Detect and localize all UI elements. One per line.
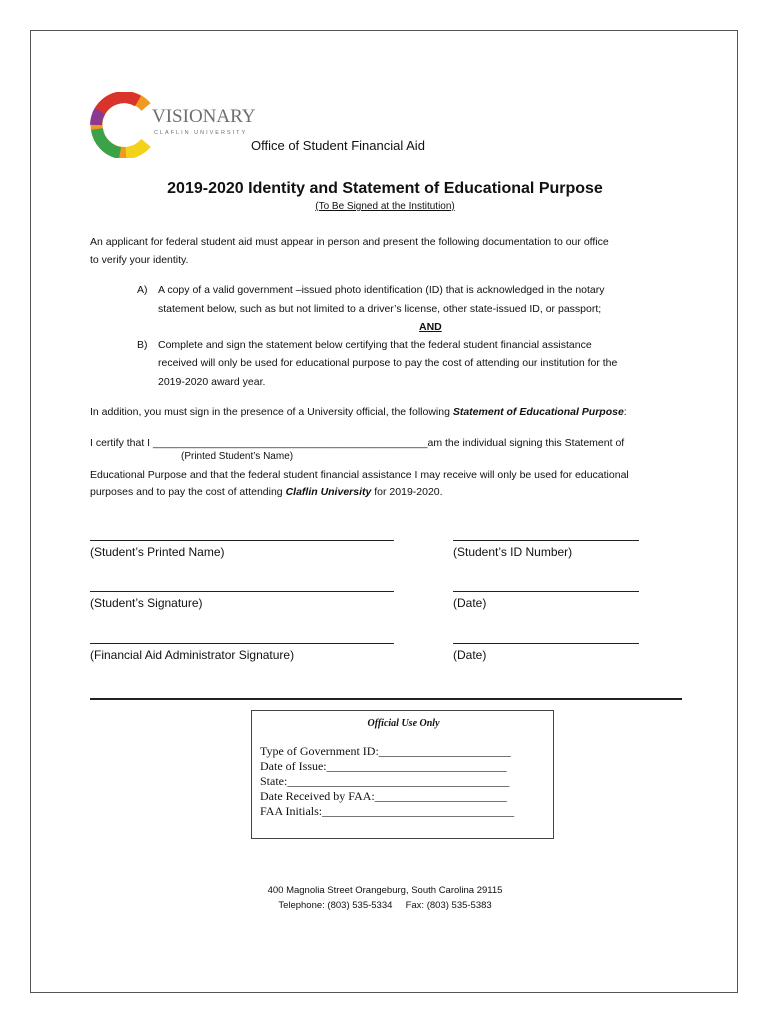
footer-contact: Telephone: (803) 535-5334 Fax: (803) 535-5383	[278, 900, 492, 911]
date-line-2[interactable]	[453, 643, 639, 644]
certify-line-2: Educational Purpose and that the federal student financial assistance I may receive will only be used for educational	[90, 469, 629, 481]
addition-prefix: In addition, you must sign in the presence of a University official, the following	[90, 406, 453, 418]
document-subtitle: (To Be Signed at the Institution)	[315, 201, 455, 212]
svg-text:CLAFLIN UNIVERSITY: CLAFLIN UNIVERSITY	[154, 130, 248, 136]
document-page	[30, 30, 738, 993]
item-b-line-2: received will only be used for educational purpose to pay the cost of attending our institution for the	[158, 357, 618, 369]
faa-initials-field: FAA Initials:________________________________	[260, 804, 515, 818]
id-number-label: (Student’s ID Number)	[453, 545, 573, 559]
and-label: AND	[419, 321, 442, 333]
admin-signature-label: (Financial Aid Administrator Signature)	[90, 648, 295, 662]
item-b-marker: B)	[137, 339, 148, 351]
item-b-line-3: 2019-2020 award year.	[158, 376, 266, 388]
certify-line-1	[90, 434, 624, 452]
student-signature-label: (Student’s Signature)	[90, 596, 203, 610]
intro-line-1: An applicant for federal student aid must appear in person and present the following documentation to our office	[90, 236, 609, 248]
office-name: Office of Student Financial Aid	[251, 138, 425, 153]
university-name: Claflin University	[285, 486, 372, 498]
certify-line-3-suffix: for 2019-2020.	[371, 486, 443, 498]
date-line-1[interactable]	[453, 591, 639, 592]
claflin-visionary-logo	[90, 92, 262, 158]
student-signature-line[interactable]	[90, 591, 394, 592]
addition-suffix: :	[623, 406, 627, 418]
item-a-marker: A)	[137, 284, 148, 296]
section-divider	[90, 698, 682, 700]
item-a-line-1: A copy of a valid government –issued photo identification (ID) that is acknowledged in the notary	[158, 284, 605, 296]
item-a-line-2: statement below, such as but not limited to a driver’s license, other state-issued ID, or passport;	[158, 303, 602, 315]
official-use-box	[251, 710, 554, 839]
state-field: State:_____________________________________	[260, 774, 510, 788]
footer-address: 400 Magnolia Street Orangeburg, South Carolina 29115	[267, 885, 503, 896]
item-b-line-1: Complete and sign the statement below certifying that the federal student financial assistance	[158, 339, 592, 351]
addition-paragraph	[90, 403, 627, 421]
admin-signature-line[interactable]	[90, 643, 394, 644]
addition-emphasis: Statement of Educational Purpose	[452, 406, 624, 418]
date-label-2: (Date)	[453, 648, 487, 662]
id-number-line[interactable]	[453, 540, 639, 541]
date-label-1: (Date)	[453, 596, 487, 610]
certify-line-3	[90, 483, 443, 501]
printed-name-blank: _______________________________________________	[153, 437, 428, 449]
certify-suffix: am the individual signing this Statement of	[427, 437, 625, 449]
type-of-id-field: Type of Government ID:______________________	[260, 744, 511, 758]
official-use-title: Official Use Only	[367, 718, 440, 729]
printed-name-label: (Student’s Printed Name)	[90, 545, 225, 559]
printed-name-line[interactable]	[90, 540, 394, 541]
intro-line-2: to verify your identity.	[90, 254, 189, 266]
document-title: 2019-2020 Identity and Statement of Educational Purpose	[167, 180, 603, 197]
certify-prefix: I certify that I	[90, 437, 154, 449]
certify-line-3-prefix: purposes and to pay the cost of attending	[90, 486, 286, 498]
date-of-issue-field: Date of Issue:______________________________	[260, 759, 507, 773]
printed-name-hint: (Printed Student’s Name)	[181, 451, 294, 462]
date-received-field: Date Received by FAA:______________________	[260, 789, 507, 803]
svg-text:VISIONARY: VISIONARY	[152, 106, 256, 127]
